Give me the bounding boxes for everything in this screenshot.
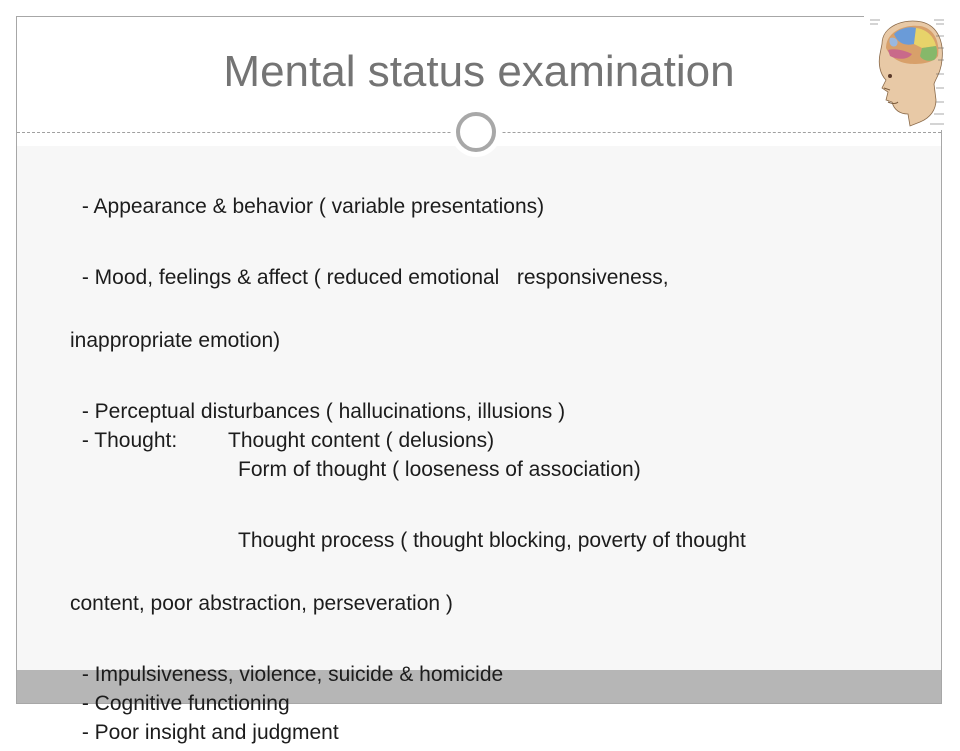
ring-icon — [456, 112, 496, 152]
list-item-continuation: inappropriate emotion) — [70, 329, 281, 352]
list-item — [70, 488, 920, 656]
slide-title: Mental status examination — [223, 47, 735, 96]
list-item: - Appearance & behavior ( variable presentations) — [76, 195, 545, 218]
list-item — [70, 430, 920, 451]
list-item: - Impulsiveness, violence, suicide & homicide — [76, 663, 504, 686]
list-item-text: Thought content ( delusions) — [228, 429, 495, 452]
list-item: - Poor insight and judgment — [76, 721, 339, 744]
list-item — [70, 225, 920, 393]
list-item: - Perceptual disturbances ( hallucinations, illusions ) — [76, 400, 566, 423]
list-item-text: - Mood, feelings & affect ( reduced emotional responsiveness, — [76, 266, 669, 289]
list-item: - Cognitive functioning — [76, 692, 290, 715]
brain-anatomy-image — [864, 14, 946, 130]
list-item: Form of thought ( looseness of association) — [238, 458, 641, 481]
thought-label: - Thought: — [76, 429, 178, 452]
circle-ornament-icon — [451, 107, 501, 157]
list-item-continuation: content, poor abstraction, perseveration ) — [70, 592, 453, 615]
slide-body — [70, 196, 920, 751]
list-item-text: Thought process ( thought blocking, poverty of thought — [238, 529, 746, 552]
